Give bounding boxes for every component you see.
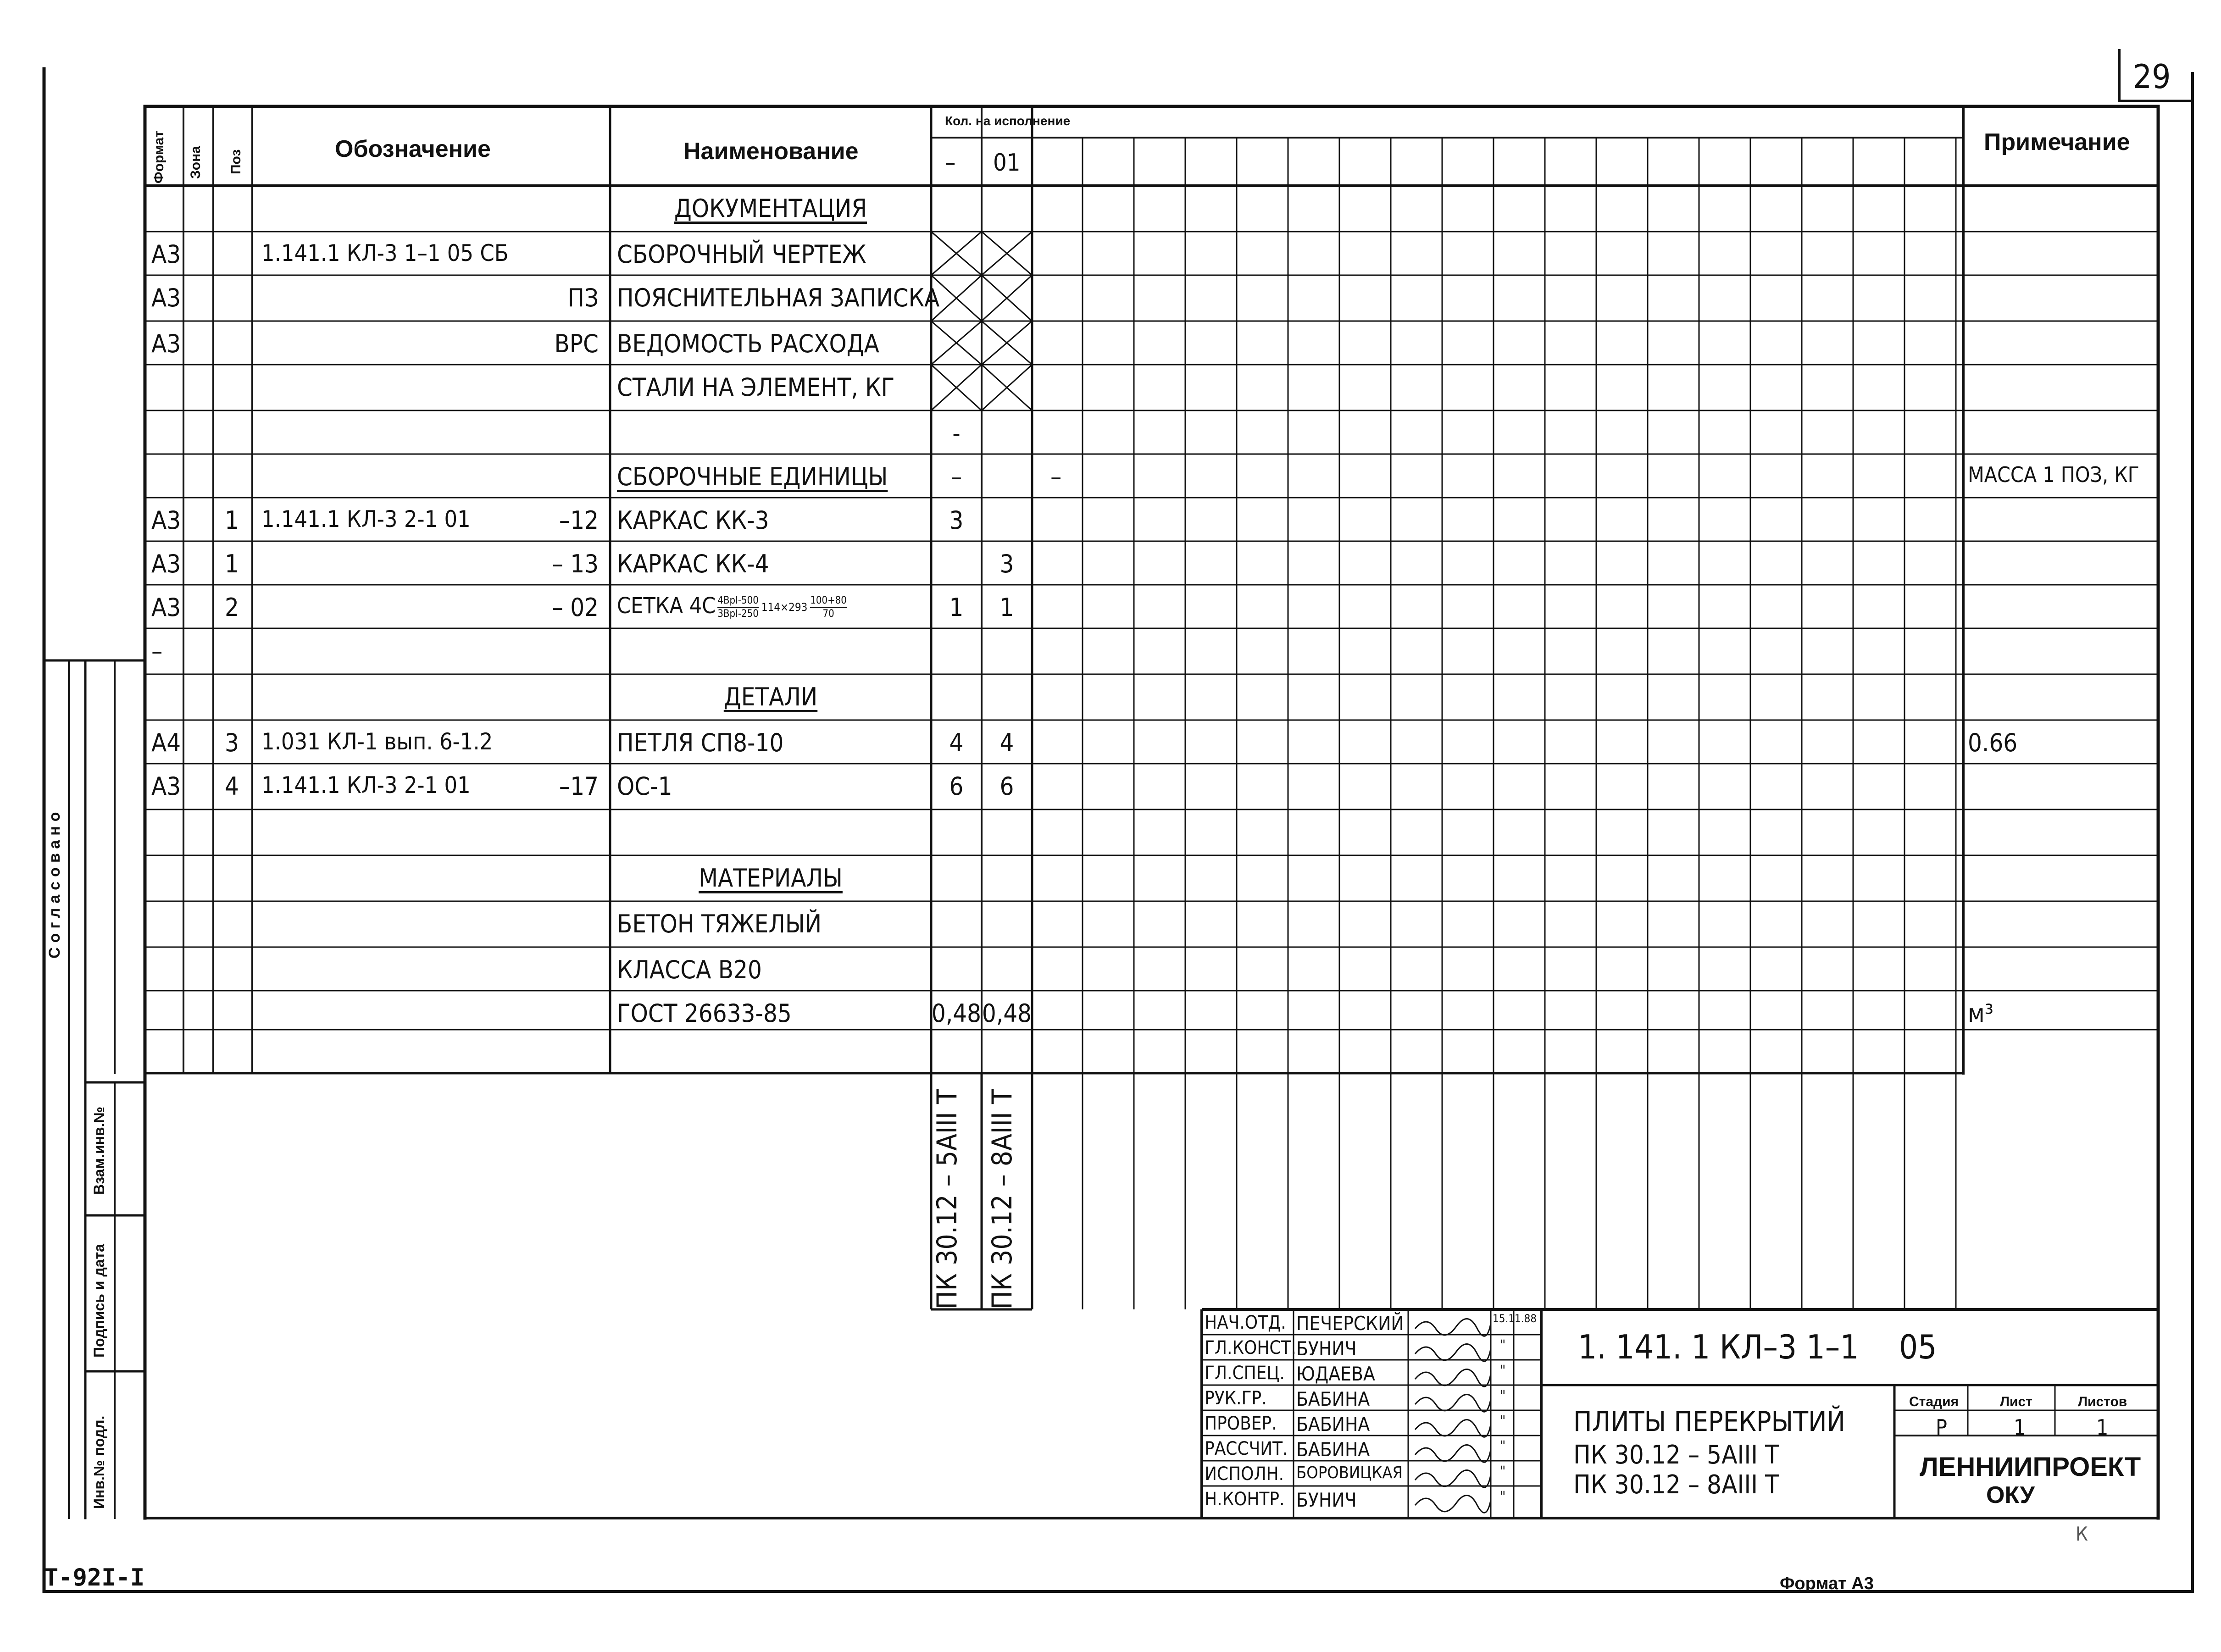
row-format: А3 bbox=[151, 772, 181, 801]
stamp-date: " bbox=[1500, 1363, 1506, 1379]
doc-code: 1. 141. 1 КЛ–3 1–1 bbox=[1578, 1328, 1859, 1366]
signature bbox=[1415, 1445, 1491, 1462]
row-qty-dash: 3 bbox=[949, 506, 964, 535]
header-designation: Обозначение bbox=[335, 136, 491, 162]
stamp-date: 15.11.88 bbox=[1493, 1312, 1537, 1325]
header-qty-dash: – bbox=[945, 149, 956, 177]
row-note: 0.66 bbox=[1968, 728, 2018, 757]
row-qty-01: 1 bbox=[999, 593, 1014, 622]
stamp-person: БУНИЧ bbox=[1296, 1337, 1357, 1360]
signature bbox=[1415, 1394, 1491, 1412]
stamp-date: " bbox=[1500, 1489, 1506, 1505]
org-name: ЛЕННИИПРОЕКТ bbox=[1920, 1452, 2141, 1482]
doc-title-3: ПК 30.12 – 8АIII Т bbox=[1573, 1470, 1779, 1500]
stamp-person: БАБИНА bbox=[1296, 1438, 1370, 1461]
header-qty-01: 01 bbox=[993, 149, 1021, 177]
signature bbox=[1415, 1319, 1491, 1336]
row-name: ДОКУМЕНТАЦИЯ bbox=[674, 194, 867, 223]
row-format: А3 bbox=[151, 593, 181, 622]
sheet-value: 1 bbox=[2014, 1415, 2026, 1440]
doc-title-2: ПК 30.12 – 5АIII Т bbox=[1573, 1440, 1779, 1470]
signature bbox=[1415, 1495, 1491, 1513]
row-position: 4 bbox=[225, 772, 239, 801]
stage-label: Стадия bbox=[1909, 1394, 1959, 1409]
mesh-fraction: 4ВрI-500 3ВрI-250 bbox=[717, 594, 759, 620]
row-name: КЛАССА В20 bbox=[617, 955, 762, 984]
row-name: СТАЛИ НА ЭЛЕМЕНТ, КГ bbox=[617, 373, 895, 402]
stamp-date: " bbox=[1500, 1413, 1506, 1429]
row-name: СЕТКА 4С 4ВрI-500 3ВрI-250 114×293 $\frac{100+80}{70}$ bbox=[617, 593, 847, 620]
row-format: А3 bbox=[151, 240, 181, 269]
series-code: Т-92I-I bbox=[44, 1564, 145, 1591]
row-name: ОС-1 bbox=[617, 772, 672, 801]
row-format: А3 bbox=[151, 283, 181, 312]
row-designation-suffix: –12 bbox=[559, 506, 599, 535]
row-position: 1 bbox=[225, 506, 239, 535]
header-name: Наименование bbox=[683, 138, 859, 165]
row-qty-dash: 6 bbox=[949, 772, 964, 801]
stamp-role: ГЛ.КОНСТ. bbox=[1205, 1337, 1296, 1358]
sheet-number: 29 bbox=[2133, 57, 2171, 96]
mesh-size: 114×293 bbox=[761, 601, 808, 614]
strip-sign-date: Подпись и дата bbox=[91, 1244, 107, 1358]
stage-value: Р bbox=[1936, 1415, 1947, 1440]
org-dept: ОКУ bbox=[1986, 1482, 2035, 1508]
row-qty-01: 3 bbox=[999, 549, 1014, 578]
row-format: А3 bbox=[151, 549, 181, 578]
row-name: СБОРОЧНЫЙ ЧЕРТЕЖ bbox=[617, 240, 866, 269]
header-zone: Зона bbox=[188, 146, 203, 179]
row-name: ВЕДОМОСТЬ РАСХОДА bbox=[617, 329, 879, 358]
row-designation-suffix: – 02 bbox=[552, 593, 599, 622]
row-name: СБОРОЧНЫЕ ЕДИНИЦЫ bbox=[617, 462, 888, 491]
row-qty-dash: 4 bbox=[949, 728, 964, 757]
row-qty-01: 6 bbox=[999, 772, 1014, 801]
row-designation-suffix: –17 bbox=[559, 772, 599, 801]
row-designation-suffix: – 13 bbox=[552, 549, 599, 578]
stamp-date: " bbox=[1500, 1388, 1506, 1404]
format-label: Формат А3 bbox=[1780, 1574, 1874, 1593]
header-pos: Поз bbox=[228, 149, 244, 174]
row-qty-01: 0,48 bbox=[982, 999, 1032, 1028]
row-designation: 1.141.1 КЛ-3 1–1 05 СБ bbox=[261, 240, 509, 266]
stamp-person: ПЕЧЕРСКИЙ bbox=[1296, 1312, 1404, 1335]
row-designation: 1.141.1 КЛ-3 2-1 01 bbox=[261, 772, 471, 798]
row-format: А3 bbox=[151, 506, 181, 535]
signature bbox=[1415, 1470, 1491, 1487]
stamp-person: ЮДАЕВА bbox=[1296, 1363, 1375, 1385]
row-designation-suffix: ВРС bbox=[554, 329, 599, 358]
row-qty-01: 4 bbox=[999, 728, 1014, 757]
stamp-role: ИСПОЛН. bbox=[1205, 1464, 1284, 1485]
row-designation: 1.141.1 КЛ-3 2-1 01 bbox=[261, 506, 471, 532]
row-format: А4 bbox=[151, 728, 181, 757]
mesh-fraction: $\frac{100+80}{70}$ bbox=[810, 594, 847, 620]
page-mark: К bbox=[2076, 1523, 2088, 1545]
doc-title-1: ПЛИТЫ ПЕРЕКРЫТИЙ bbox=[1573, 1406, 1845, 1438]
stamp-person: БАБИНА bbox=[1296, 1413, 1370, 1436]
row-note: МАССА 1 ПОЗ, КГ bbox=[1968, 462, 2139, 487]
stamp-role: ПРОВЕР. bbox=[1205, 1413, 1277, 1434]
row-qty-dash: – bbox=[950, 462, 962, 491]
row-name: БЕТОН ТЯЖЕЛЫЙ bbox=[617, 909, 822, 938]
strip-agreed: Согласовано bbox=[46, 807, 63, 959]
sheet-label: Лист bbox=[2000, 1394, 2032, 1409]
row-qty-mark: – bbox=[1050, 462, 1062, 491]
stamp-person: БУНИЧ bbox=[1296, 1489, 1357, 1511]
stamp-role: Н.КОНТР. bbox=[1205, 1489, 1285, 1510]
row-qty-dash: 0,48 bbox=[931, 999, 982, 1028]
variant-1: ПК 30.12 – 5АIII Т bbox=[931, 1089, 963, 1309]
stamp-date: " bbox=[1500, 1464, 1506, 1480]
row-note: м³ bbox=[1968, 999, 1994, 1028]
sheets-value: 1 bbox=[2096, 1415, 2109, 1440]
strip-inv-podl: Инв.№ подл. bbox=[91, 1415, 107, 1509]
row-name: ГОСТ 26633-85 bbox=[617, 999, 792, 1028]
signature bbox=[1415, 1419, 1491, 1437]
row-position: 3 bbox=[225, 728, 239, 757]
stamp-date: " bbox=[1500, 1438, 1506, 1454]
header-qty-title: Кол. на исполнение bbox=[945, 114, 1071, 128]
quantity-grid bbox=[1083, 138, 1956, 1309]
row-name: ПЕТЛЯ СП8-10 bbox=[617, 728, 784, 757]
sheets-label: Листов bbox=[2078, 1394, 2127, 1409]
row-qty-dash: 1 bbox=[949, 593, 964, 622]
row-name: ДЕТАЛИ bbox=[723, 682, 818, 711]
row-name: КАРКАС КК-4 bbox=[617, 549, 769, 578]
row-name: ПОЯСНИТЕЛЬНАЯ ЗАПИСКА bbox=[617, 283, 940, 312]
stamp-role: НАЧ.ОТД. bbox=[1205, 1312, 1286, 1333]
stamp-person: БОРОВИЦКАЯ bbox=[1296, 1464, 1403, 1482]
variant-2: ПК 30.12 – 8АIII Т bbox=[986, 1089, 1018, 1309]
header-note: Примечание bbox=[1984, 129, 2130, 155]
row-name: МАТЕРИАЛЫ bbox=[699, 864, 843, 893]
row-format: А3 bbox=[151, 329, 181, 358]
row-name: КАРКАС КК-3 bbox=[617, 506, 769, 535]
row-format: – bbox=[151, 637, 163, 665]
row-qty-dash: - bbox=[952, 419, 961, 448]
row-designation: 1.031 КЛ-1 вып. 6-1.2 bbox=[261, 728, 493, 755]
row-position: 1 bbox=[225, 549, 239, 578]
stamp-person: БАБИНА bbox=[1296, 1388, 1370, 1410]
signature bbox=[1415, 1344, 1491, 1361]
stamp-role: РУК.ГР. bbox=[1205, 1388, 1267, 1409]
signature bbox=[1415, 1369, 1491, 1386]
strip-inv-zam: Взам.инв.№ bbox=[91, 1106, 107, 1195]
doc-number: 05 bbox=[1899, 1328, 1937, 1366]
header-format: Формат bbox=[151, 130, 167, 183]
stamp-date: " bbox=[1500, 1337, 1506, 1353]
row-designation-suffix: ПЗ bbox=[567, 283, 599, 312]
row-position: 2 bbox=[225, 593, 239, 622]
stamp-role: РАССЧИТ. bbox=[1205, 1438, 1288, 1459]
stamp-role: ГЛ.СПЕЦ. bbox=[1205, 1363, 1285, 1384]
